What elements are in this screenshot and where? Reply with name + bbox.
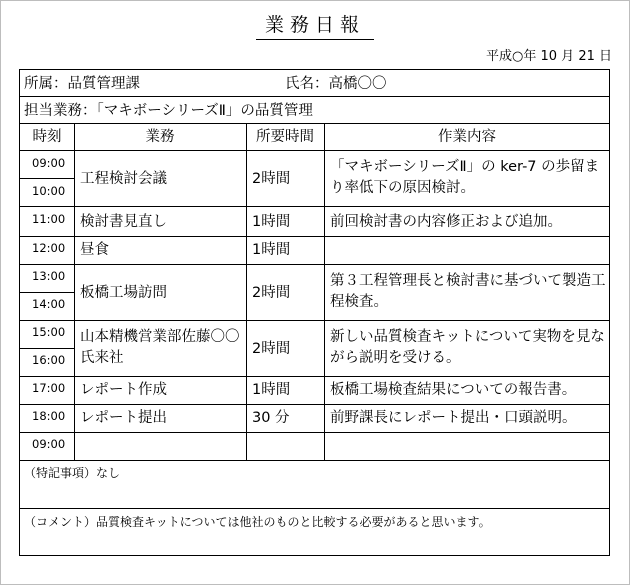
row-6-duration: 1時間 bbox=[252, 382, 291, 398]
row-5-duration: 2時間 bbox=[252, 341, 291, 357]
row-1-task: 工程検討会議 bbox=[80, 171, 167, 187]
employee-name: 氏名：高橋〇〇 bbox=[285, 76, 387, 92]
row-4-details: 第３工程管理長と検討書に基づいて製造工程検査。 bbox=[330, 273, 606, 310]
row-3-start: 12:00 bbox=[32, 241, 66, 255]
special-notes: （特記事項）なし bbox=[24, 466, 121, 480]
row-1-details: 「マキボーシリーズⅡ」の ker-7 の歩留まり率低下の原因検討。 bbox=[330, 159, 600, 196]
row-1-end: 10:00 bbox=[32, 184, 66, 198]
report-title: 業務日報 bbox=[264, 14, 365, 36]
row-5-details: 新しい品質検査キットについて実物を見ながら説明を受ける。 bbox=[330, 329, 605, 366]
row-2-details: 前回検討書の内容修正および追加。 bbox=[330, 214, 562, 230]
row-3-duration: 1時間 bbox=[252, 242, 291, 258]
report-date: 平成○年 10 月 21 日 bbox=[486, 49, 612, 64]
row-7-task: レポート提出 bbox=[80, 410, 167, 426]
row-1-start: 09:00 bbox=[32, 156, 66, 170]
row-2-start: 11:00 bbox=[32, 212, 66, 226]
header-time: 時刻 bbox=[32, 129, 62, 145]
assignment: 担当業務：「マキボーシリーズⅡ」の品質管理 bbox=[24, 103, 313, 119]
row-4-task: 板橋工場訪問 bbox=[80, 285, 167, 301]
header-task: 業務 bbox=[145, 129, 175, 145]
row-6-details: 板橋工場検査結果についての報告書。 bbox=[330, 382, 577, 398]
row-1-duration: 2時間 bbox=[252, 171, 291, 187]
row-4-duration: 2時間 bbox=[252, 285, 291, 301]
comment: （コメント）品質検査キットについては他社のものと比較する必要があると思います。 bbox=[24, 515, 491, 529]
header-duration: 所要時間 bbox=[256, 129, 314, 145]
row-8-start: 09:00 bbox=[32, 437, 66, 451]
row-4-start: 13:00 bbox=[32, 269, 66, 283]
row-7-start: 18:00 bbox=[32, 409, 66, 423]
row-2-task: 検討書見直し bbox=[80, 214, 167, 230]
row-6-start: 17:00 bbox=[32, 381, 66, 395]
row-7-details: 前野課長にレポート提出・口頭説明。 bbox=[330, 410, 577, 426]
header-details: 作業内容 bbox=[438, 129, 496, 145]
department: 所属：品質管理課 bbox=[24, 76, 140, 92]
row-7-duration: 30 分 bbox=[252, 410, 290, 426]
row-2-duration: 1時間 bbox=[252, 214, 291, 230]
row-4-end: 14:00 bbox=[32, 297, 66, 311]
row-3-task: 昼食 bbox=[80, 242, 109, 258]
row-5-end: 16:00 bbox=[32, 353, 66, 367]
row-5-start: 15:00 bbox=[32, 325, 66, 339]
row-6-task: レポート作成 bbox=[80, 382, 167, 398]
row-5-task: 山本精機営業部佐藤〇〇氏来社 bbox=[80, 329, 240, 366]
